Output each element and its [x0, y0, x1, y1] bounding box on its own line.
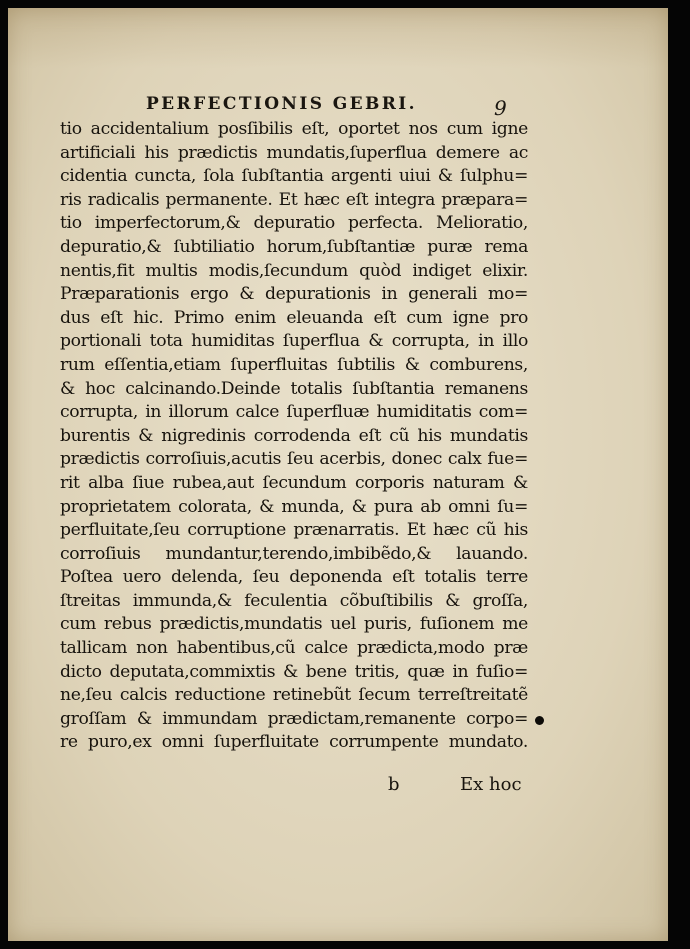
text-line: corrupta, in illorum calce ſuperfluæ humiditatis com= — [60, 402, 528, 423]
folio-number: 9 — [494, 96, 507, 120]
text-line: ne,ſeu calcis reductione retinebũt ſecum terreſtreitatẽ — [60, 685, 528, 706]
text-line: cidentia cuncta, ſola ſubſtantia argenti uiui & ſulphu= — [60, 166, 528, 187]
book-page — [8, 8, 668, 941]
text-line: rum eſſentia,etiam ſuperfluitas ſubtilis & comburens, — [60, 354, 528, 375]
text-line: nentis,fit multis modis,ſecundum quòd indiget elixir. — [60, 260, 528, 281]
signature-mark: b — [388, 774, 400, 795]
text-line: tallicam non habentibus,cũ calce prædicta,modo præ — [60, 638, 528, 659]
text-line: depuratio,& ſubtiliatio horum,ſubſtantiæ puræ rema — [60, 236, 528, 257]
text-line: ſtreitas immunda,& feculentia cõbuſtibilis & groſſa, — [60, 590, 528, 611]
text-line: burentis & nigredinis corrodenda eſt cũ his mundatis — [60, 425, 528, 446]
text-line: groſſam & immundam prædictam,remanente corpo= — [60, 708, 528, 729]
text-line: re puro,ex omni ſuperfluitate corrumpente mundato. — [60, 732, 528, 753]
text-line: perfluitate,ſeu corruptione prænarratis. Et hæc cũ his — [60, 520, 528, 541]
text-line: portionali tota humiditas ſuperflua & corrupta, in illo — [60, 331, 528, 352]
text-line: cum rebus prædictis,mundatis uel puris, fuſionem me — [60, 614, 528, 635]
text-line: corroſiuis mundantur,terendo,imbibẽdo,& lauando. — [60, 543, 528, 564]
ink-spot — [535, 716, 544, 725]
page-footer — [8, 774, 668, 802]
text-line: proprietatem colorata, & munda, & pura ab omni ſu= — [60, 496, 528, 517]
text-line: Præparationis ergo & depurationis in generali mo= — [60, 284, 528, 305]
text-line: dus eſt hic. Primo enim eleuanda eſt cum igne pro — [60, 307, 528, 328]
text-line: ris radicalis permanente. Et hæc eſt integra præpara= — [60, 189, 528, 210]
page-header — [8, 94, 668, 118]
catchword: Ex hoc — [460, 774, 522, 795]
running-head: PERFECTIONIS GEBRI. — [146, 94, 417, 114]
text-line: dicto deputata,commixtis & bene tritis, quæ in fuſio= — [60, 661, 528, 682]
text-line: Poſtea uero delenda, ſeu deponenda eſt totalis terre — [60, 567, 528, 588]
text-line: tio accidentalium posſibilis eſt, oportet nos cum igne — [60, 119, 528, 139]
text-line: tio imperfectorum,& depuratio perfecta. Melioratio, — [60, 213, 528, 234]
text-line: & hoc calcinando.Deinde totalis ſubſtantia remanens — [60, 378, 528, 399]
text-line: rit alba ſiue rubea,aut ſecundum corporis naturam & — [60, 472, 528, 493]
text-line: prædictis corroſiuis,acutis ſeu acerbis, donec calx fue= — [60, 449, 528, 470]
body-text — [60, 118, 528, 755]
text-line: artificiali his prædictis mundatis,ſuperflua demere ac — [60, 142, 528, 163]
